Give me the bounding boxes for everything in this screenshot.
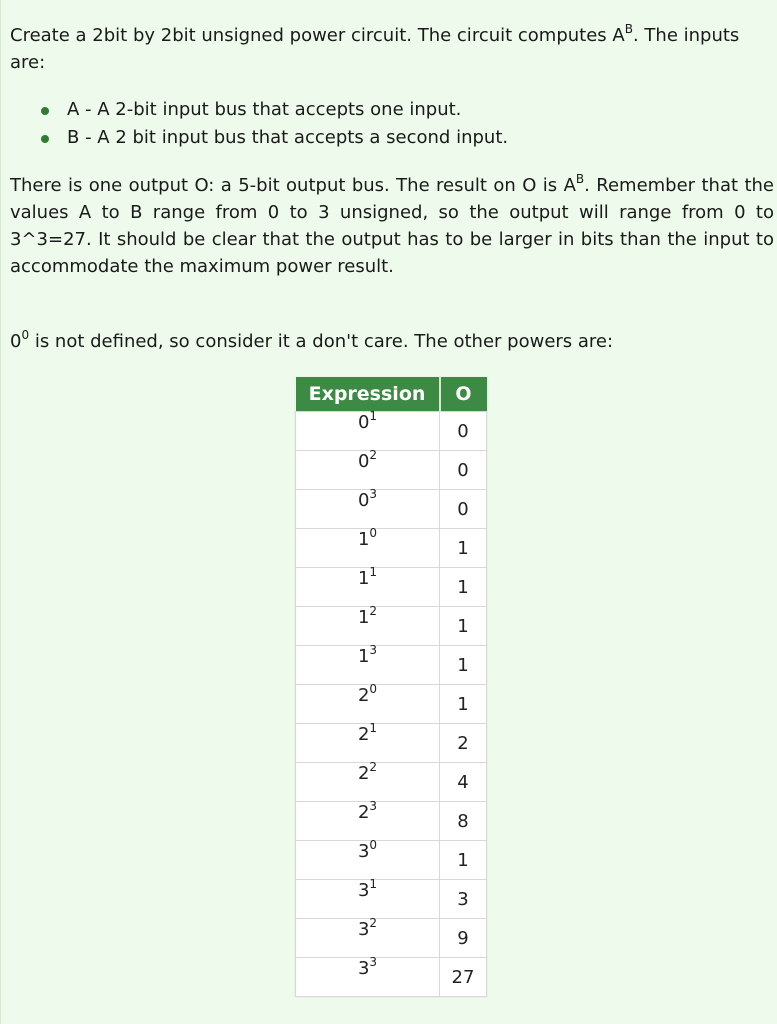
powers-table	[295, 377, 487, 997]
base: 1	[357, 607, 370, 628]
expression-cell	[296, 526, 440, 568]
output-cell: 1	[440, 841, 487, 880]
exponent: 1	[369, 721, 378, 735]
output-cell: 1	[440, 646, 487, 685]
base: 0	[357, 490, 370, 511]
input-a-label: A - A 2-bit input bus that accepts one input.	[67, 99, 462, 120]
inputs-list	[41, 96, 741, 152]
table-row	[296, 412, 487, 451]
exponent: 3	[369, 487, 378, 501]
table-header-row	[296, 377, 487, 412]
output-cell: 8	[440, 802, 487, 841]
input-b-label: B - A 2 bit input bus that accepts a second input.	[67, 127, 509, 148]
base: 1	[357, 568, 370, 589]
expression-cell	[296, 877, 440, 919]
output-cell: 3	[440, 880, 487, 919]
exponent: 0	[369, 526, 378, 540]
exponent: 3	[369, 643, 378, 657]
table-row	[296, 958, 487, 997]
dont-care-paragraph	[10, 328, 774, 355]
intro-text: Create a 2bit by 2bit unsigned power circuit. The circuit computes A	[10, 25, 625, 46]
expression-cell	[296, 682, 440, 724]
dont-care-text: is not defined, so consider it a don't care. The other powers are:	[29, 331, 614, 352]
exponent: 0	[369, 838, 378, 852]
expression-cell	[296, 409, 440, 451]
intro-text-end: . The inputs are:	[10, 25, 740, 73]
base: 0	[357, 451, 370, 472]
expression-cell	[296, 487, 440, 529]
output-cell: 0	[440, 490, 487, 529]
base: 3	[357, 919, 370, 940]
expression-cell	[296, 838, 440, 880]
expression-cell	[296, 955, 440, 997]
expression-cell	[296, 799, 440, 841]
output-cell: 2	[440, 724, 487, 763]
intro-exponent: B	[624, 22, 633, 36]
base: 3	[357, 841, 370, 862]
output-header: O	[440, 377, 487, 412]
base: 0	[357, 412, 370, 433]
output-exponent: B	[575, 172, 585, 186]
exponent: 2	[369, 760, 378, 774]
exponent: 3	[369, 955, 378, 969]
expression-cell	[296, 565, 440, 607]
output-cell: 1	[440, 607, 487, 646]
output-text-end: . Remember that the values A to B range from 0 to 3 unsigned, so the output will range from 0 to 3^3=27. It should be clear that the output has to be larger in bits than the input to accommodate the maximum power result.	[10, 175, 774, 277]
output-cell: 1	[440, 568, 487, 607]
exponent: 3	[369, 799, 378, 813]
table-row	[296, 841, 487, 880]
table-row	[296, 724, 487, 763]
exponent: 1	[369, 877, 378, 891]
list-item	[41, 96, 741, 124]
base: 2	[357, 724, 370, 745]
expression-cell	[296, 721, 440, 763]
expression-cell	[296, 916, 440, 958]
exponent: 0	[369, 682, 378, 696]
list-item	[41, 124, 741, 152]
base: 3	[357, 958, 370, 979]
base: 1	[357, 646, 370, 667]
output-cell: 1	[440, 529, 487, 568]
dont-care-exponent: 0	[21, 328, 30, 342]
base: 2	[357, 685, 370, 706]
expression-cell	[296, 760, 440, 802]
expression-header: Expression	[296, 377, 440, 412]
table-row	[296, 646, 487, 685]
table-row	[296, 880, 487, 919]
table-row	[296, 607, 487, 646]
exponent: 1	[369, 565, 378, 579]
exponent: 2	[369, 916, 378, 930]
expression-cell	[296, 604, 440, 646]
output-text: There is one output O: a 5-bit output bus. The result on O is A	[10, 175, 576, 196]
output-cell: 0	[440, 412, 487, 451]
output-cell: 4	[440, 763, 487, 802]
base: 3	[357, 880, 370, 901]
table-row	[296, 451, 487, 490]
table-row	[296, 490, 487, 529]
table-row	[296, 763, 487, 802]
output-cell: 27	[440, 958, 487, 997]
table-row	[296, 802, 487, 841]
exponent: 2	[369, 604, 378, 618]
output-paragraph	[10, 172, 774, 280]
output-cell: 9	[440, 919, 487, 958]
bullet-icon	[41, 107, 49, 115]
base: 2	[357, 763, 370, 784]
table-row	[296, 568, 487, 607]
output-cell: 0	[440, 451, 487, 490]
dont-care-base: 0	[10, 331, 22, 352]
output-cell: 1	[440, 685, 487, 724]
base: 2	[357, 802, 370, 823]
bullet-icon	[41, 135, 49, 143]
table-row	[296, 529, 487, 568]
exponent: 2	[369, 448, 378, 462]
base: 1	[357, 529, 370, 550]
table-row	[296, 919, 487, 958]
exponent: 1	[369, 409, 378, 423]
expression-cell	[296, 448, 440, 490]
table-row	[296, 685, 487, 724]
expression-cell	[296, 643, 440, 685]
intro-paragraph	[10, 22, 774, 76]
